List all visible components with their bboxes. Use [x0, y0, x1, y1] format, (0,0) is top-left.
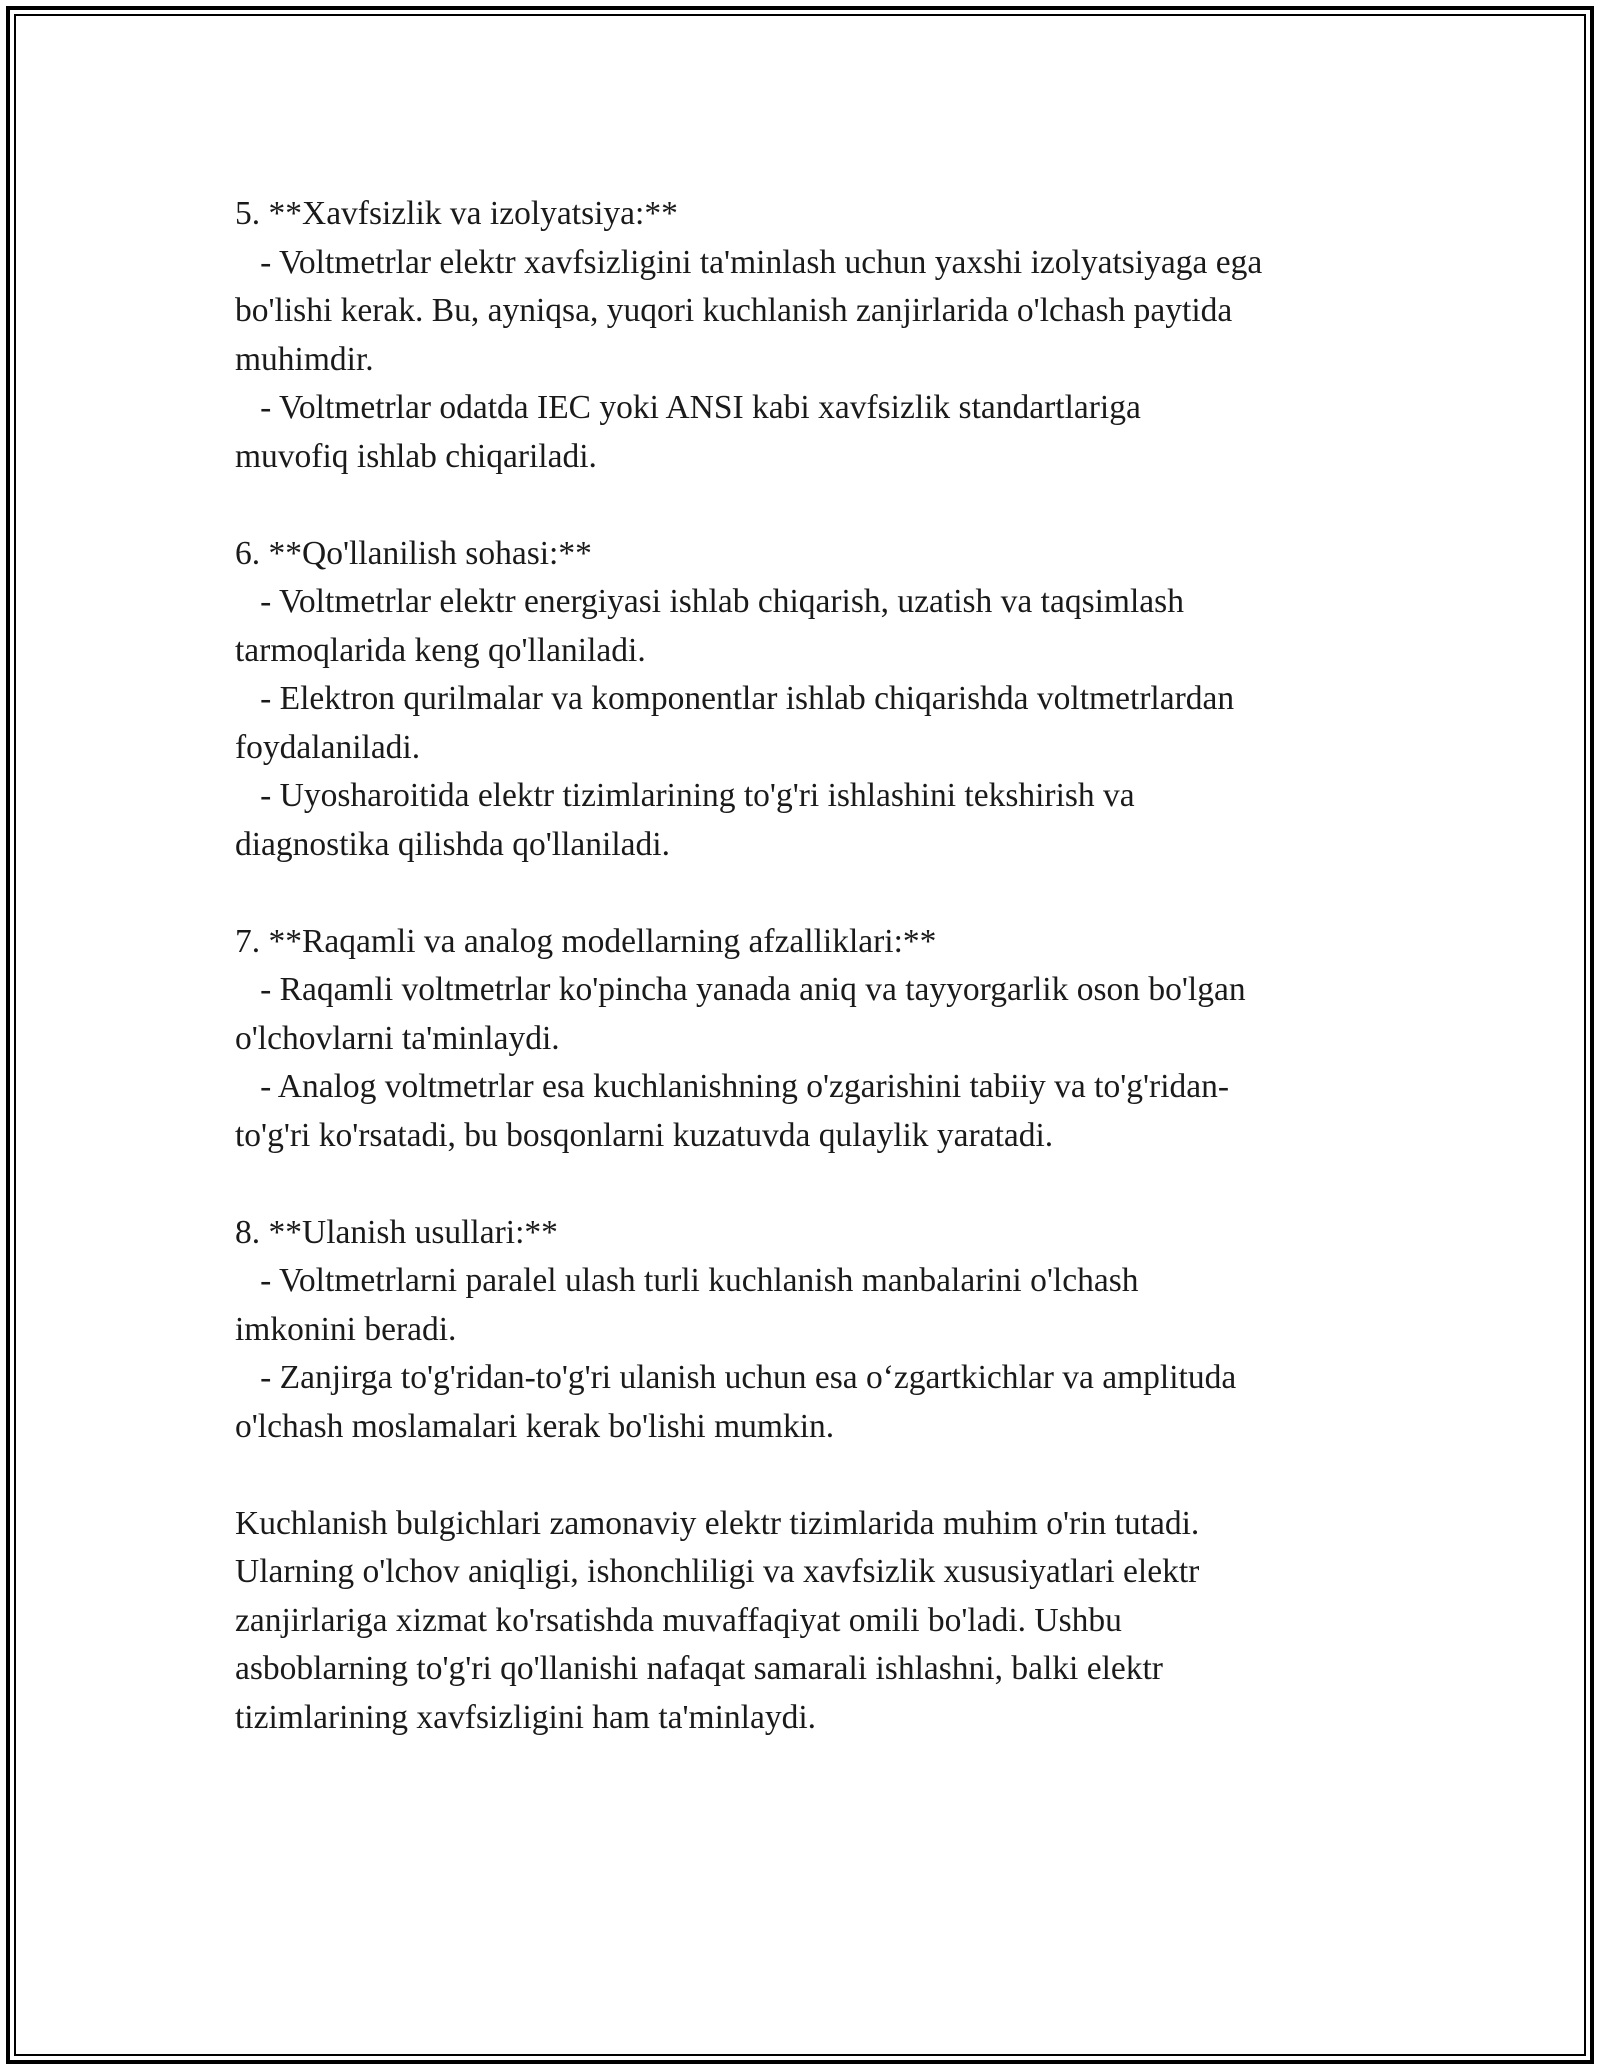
text-line: Ularning o'lchov aniqligi, ishonchliligi va xavfsizlik xususiyatlari elektr [235, 1553, 1200, 1590]
text-line: o'lchovlarni ta'minlaydi. [235, 1019, 560, 1057]
text-line: tarmoqlarida keng qo'llaniladi. [235, 631, 646, 669]
text-line: asboblarning to'g'ri qo'llanishi nafaqat samarali ishlashni, balki elektr [235, 1650, 1163, 1687]
conclusion-paragraph [235, 1500, 1395, 1743]
section-connection-methods [235, 1209, 1395, 1452]
text-line: imkonini beradi. [235, 1310, 457, 1348]
section-heading: 5. **Xavfsizlik va izolyatsiya:** [235, 195, 678, 232]
text-line: - Analog voltmetrlar esa kuchlanishning o'zgarishini tabiiy va to'g'ridan- [235, 1068, 1230, 1105]
text-line: - Voltmetrlarni paralel ulash turli kuchlanish manbalarini o'lchash [235, 1262, 1139, 1299]
text-line: foydalaniladi. [235, 728, 421, 766]
text-line: muvofiq ishlab chiqariladi. [235, 437, 597, 475]
section-safety-insulation [235, 190, 1395, 481]
section-digital-analog-advantages [235, 918, 1395, 1161]
text-line: - Voltmetrlar odatda IEC yoki ANSI kabi xavfsizlik standartlariga [235, 389, 1141, 426]
text-line: tizimlarining xavfsizligini ham ta'minlaydi. [235, 1698, 816, 1736]
section-application-area [235, 530, 1395, 870]
text-line: - Voltmetrlar elektr energiyasi ishlab chiqarish, uzatish va taqsimlash [235, 583, 1184, 620]
text-line: - Uyosharoitida elektr tizimlarining to'g'ri ishlashini tekshirish va [235, 777, 1135, 814]
text-line: diagnostika qilishda qo'llaniladi. [235, 825, 670, 863]
text-line: - Zanjirga to'g'ridan-to'g'ri ulanish uchun esa o‘zgartkichlar va amplituda [235, 1359, 1237, 1396]
text-line: - Raqamli voltmetrlar ko'pincha yanada aniq va tayyorgarlik oson bo'lgan [235, 971, 1246, 1008]
section-heading: 6. **Qo'llanilish sohasi:** [235, 534, 592, 572]
text-line: - Elektron qurilmalar va komponentlar ishlab chiqarishda voltmetrlardan [235, 680, 1235, 717]
text-line: to'g'ri ko'rsatadi, bu bosqonlarni kuzatuvda qulaylik yaratadi. [235, 1116, 1054, 1154]
text-line: zanjirlariga xizmat ko'rsatishda muvaffaqiyat omili bo'ladi. Ushbu [235, 1601, 1122, 1639]
text-line: bo'lishi kerak. Bu, ayniqsa, yuqori kuchlanish zanjirlarida o'lchash paytida [235, 292, 1233, 329]
document-body [235, 190, 1395, 1791]
text-line: o'lchash moslamalari kerak bo'lishi mumkin. [235, 1407, 835, 1445]
text-line: Kuchlanish bulgichlari zamonaviy elektr tizimlarida muhim o'rin tutadi. [235, 1504, 1200, 1542]
section-heading: 8. **Ulanish usullari:** [235, 1213, 558, 1251]
text-line: muhimdir. [235, 340, 374, 378]
text-line: - Voltmetrlar elektr xavfsizligini ta'minlash uchun yaxshi izolyatsiyaga ega [235, 243, 1263, 281]
section-heading: 7. **Raqamli va analog modellarning afzalliklari:** [235, 922, 937, 960]
